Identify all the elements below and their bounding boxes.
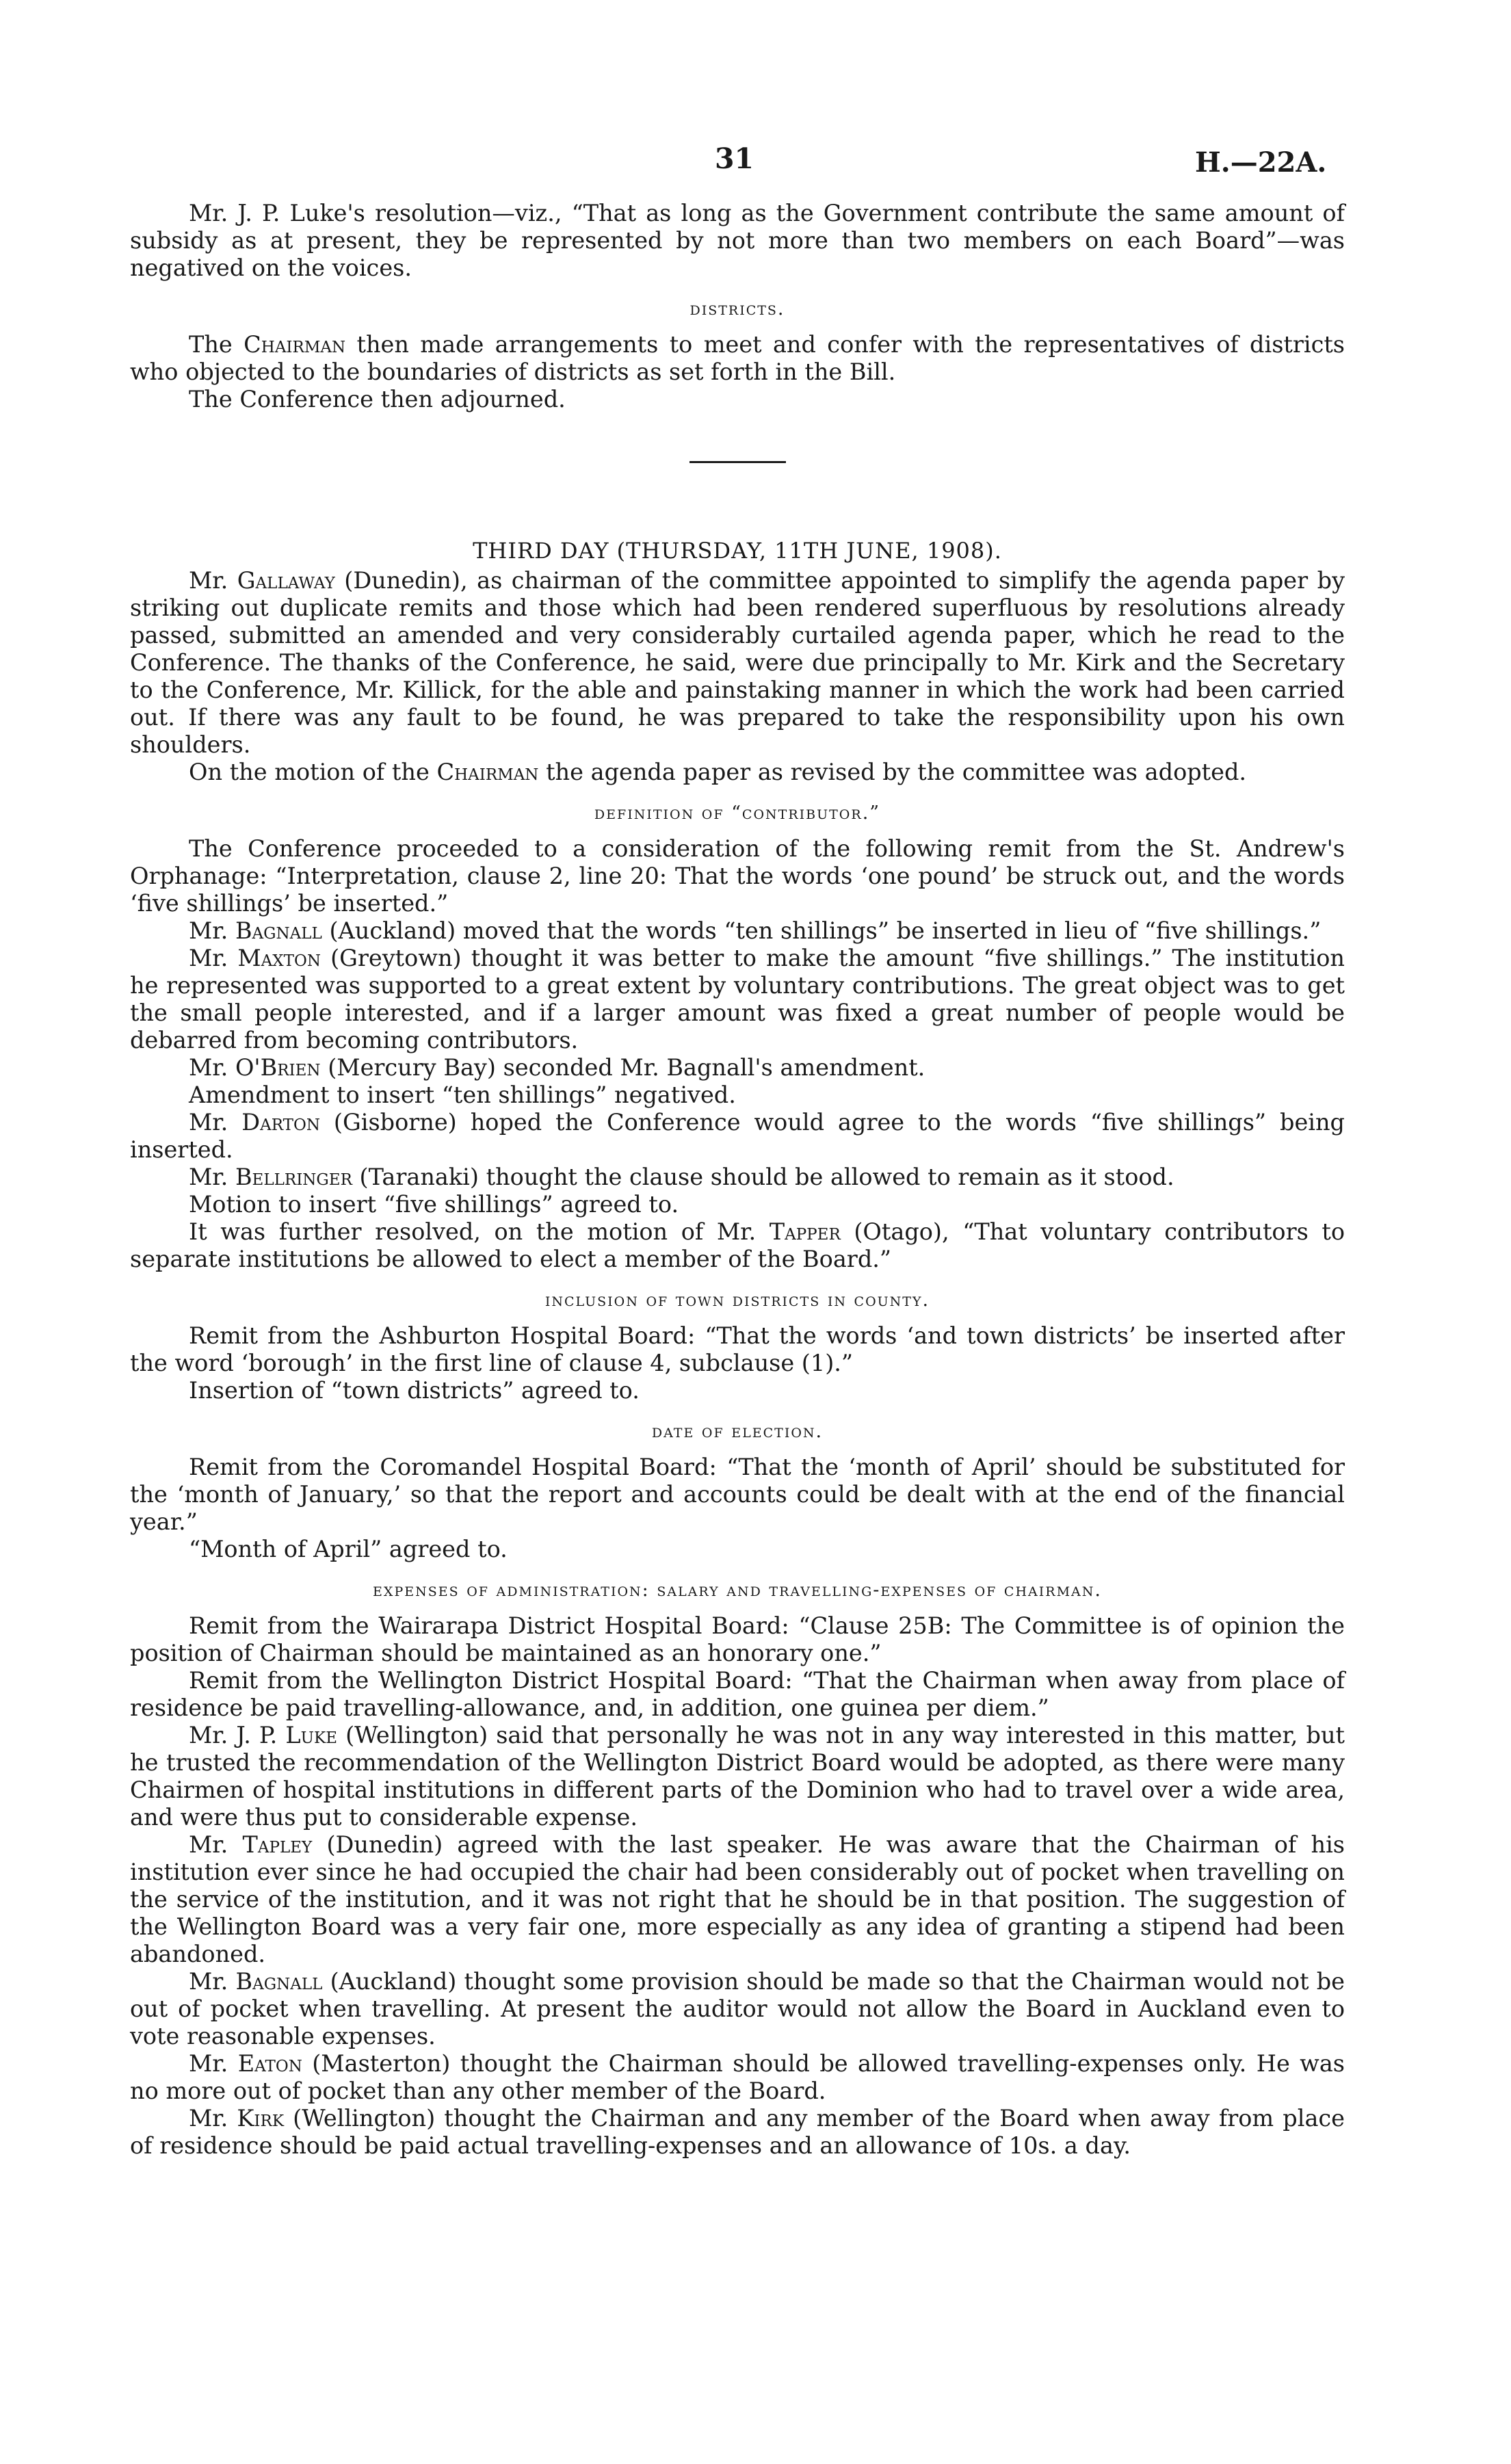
paragraph: On the motion of the Chairman the agenda paper as revised by the committee was adopted.	[189, 759, 1247, 785]
paragraph: It was further resolved, on the motion of Mr. Tapper (Otago), “That voluntary contributors to separate institutions be allowed to elect a member of the Board.”	[130, 1218, 1345, 1272]
speaker-name: O'Brien	[235, 1054, 321, 1081]
paragraph: Remit from the Wellington District Hospital Board: “That the Chairman when away from place of residence be paid travelling-allowance, and, in addition, one guinea per diem.”	[130, 1667, 1345, 1721]
speaker-name: Luke	[285, 1722, 338, 1748]
speaker-name: Gallaway	[237, 567, 335, 594]
speaker-name: Eaton	[237, 2050, 302, 2077]
paragraph: The Conference proceeded to a consideration of the following remit from the St. Andrew's Orphanage: “Interpretation, clause 2, line 20: That the words ‘one pound’ be struck out, and the words ‘five shillings’ be inserted.”	[130, 835, 1345, 917]
page-number: 31	[715, 142, 754, 175]
paragraph: Mr. Maxton (Greytown) thought it was better to make the amount “five shillings.” The institution he represented was supported to a great extent by voluntary contributions. The great object was to get the small people interested, and if a larger amount was fixed a great number of people would be debarred from becoming contributors.	[130, 945, 1345, 1053]
speaker-name: Bellringer	[235, 1164, 352, 1190]
section-heading-districts: districts.	[689, 298, 785, 319]
speaker-name: Kirk	[237, 2105, 285, 2132]
paragraph: Mr. Darton (Gisborne) hoped the Conference would agree to the words “five shillings” being inserted.	[130, 1109, 1345, 1163]
paragraph: The Chairman then made arrangements to meet and confer with the representatives of districts who objected to the boundaries of districts as set forth in the Bill.	[130, 331, 1345, 385]
speaker-name: Bagnall	[235, 1968, 323, 1995]
paragraph: Mr. J. P. Luke (Wellington) said that personally he was not in any way interested in this matter, but he trusted the recommendation of the Wellington District Board would be adopted, as there were many Chairmen of hospital institutions in different parts of the Dominion who had to travel over a wide area, and were thus put to considerable expense.	[130, 1722, 1345, 1831]
paragraph: Motion to insert “five shillings” agreed to.	[189, 1191, 679, 1218]
paragraph: Amendment to insert “ten shillings” negatived.	[189, 1082, 736, 1108]
paragraph: Remit from the Coromandel Hospital Board: “That the ‘month of April’ should be substituted for the ‘month of January,’ so that the report and accounts could be dealt with at the end of the financial year.”	[130, 1454, 1345, 1535]
speaker-name: Tapley	[242, 1831, 313, 1858]
section-divider	[689, 461, 786, 463]
speaker-name: Bagnall	[235, 917, 322, 944]
paragraph: Remit from the Ashburton Hospital Board: “That the words ‘and town districts’ be inserted after the word ‘borough’ in the first line of clause 4, subclause (1).”	[130, 1322, 1345, 1376]
speaker-name: Maxton	[237, 945, 321, 971]
section-heading-inclusion: inclusion of town districts in county.	[544, 1289, 930, 1311]
paragraph: Mr. Bagnall (Auckland) moved that the words “ten shillings” be inserted in lieu of “five shillings.”	[189, 917, 1322, 944]
paragraph: “Month of April” agreed to.	[189, 1536, 508, 1562]
paragraph: Insertion of “town districts” agreed to.	[189, 1377, 640, 1404]
paragraph: Mr. J. P. Luke's resolution—viz., “That as long as the Government contribute the same amount of subsidy as at present, they be represented by not more than two members on each Board”—was negatived on the voices.	[130, 200, 1345, 281]
day-heading: THIRD DAY (THURSDAY, 11TH JUNE, 1908).	[473, 538, 1002, 564]
document-reference: H.—22A.	[1195, 146, 1327, 179]
paragraph: Mr. Eaton (Masterton) thought the Chairman should be allowed travelling-expenses only. He was no more out of pocket than any other member of the Board.	[130, 2050, 1345, 2104]
speaker-name: Chairman	[244, 331, 346, 358]
paragraph: Mr. Tapley (Dunedin) agreed with the last speaker. He was aware that the Chairman of his institution ever since he had occupied the chair had been considerably out of pocket when travelling on the service of the institution, and it was not right that he should be in that position. The suggestion of the Wellington Board was a very fair one, more especially as any idea of granting a stipend had been abandoned.	[130, 1831, 1345, 1967]
section-heading-date: date of election.	[651, 1421, 824, 1442]
page-body	[130, 200, 1345, 2160]
paragraph: The Conference then adjourned.	[189, 386, 566, 412]
paragraph: Mr. O'Brien (Mercury Bay) seconded Mr. Bagnall's amendment.	[189, 1054, 925, 1081]
paragraph: Mr. Kirk (Wellington) thought the Chairman and any member of the Board when away from place of residence should be paid actual travelling-expenses and an allowance of 10s. a day.	[130, 2105, 1345, 2159]
paragraph: Remit from the Wairarapa District Hospital Board: “Clause 25B: The Committee is of opinion the position of Chairman should be maintained as an honorary one.”	[130, 1612, 1345, 1666]
speaker-name: Darton	[241, 1109, 320, 1136]
paragraph: Mr. Bellringer (Taranaki) thought the clause should be allowed to remain as it stood.	[189, 1164, 1174, 1190]
section-heading-definition: definition of “contributor.”	[594, 802, 881, 824]
paragraph: Mr. Bagnall (Auckland) thought some provision should be made so that the Chairman would not be out of pocket when travelling. At present the auditor would not allow the Board in Auckland even to vote reasonable expenses.	[130, 1968, 1345, 2049]
speaker-name: Tapper	[769, 1218, 841, 1245]
section-heading-expenses: expenses of administration: salary and travelling-expenses of chairman.	[373, 1580, 1102, 1601]
speaker-name: Chairman	[436, 759, 539, 785]
paragraph: Mr. Gallaway (Dunedin), as chairman of the committee appointed to simplify the agenda paper by striking out duplicate remits and those which had been rendered superfluous by resolutions already passed, submitted an amended and very considerably curtailed agenda paper, which he read to the Conference. The thanks of the Conference, he said, were due principally to Mr. Kirk and the Secretary to the Conference, Mr. Killick, for the able and painstaking manner in which the work had been carried out. If there was any fault to be found, he was prepared to take the responsibility upon his own shoulders.	[130, 567, 1345, 758]
